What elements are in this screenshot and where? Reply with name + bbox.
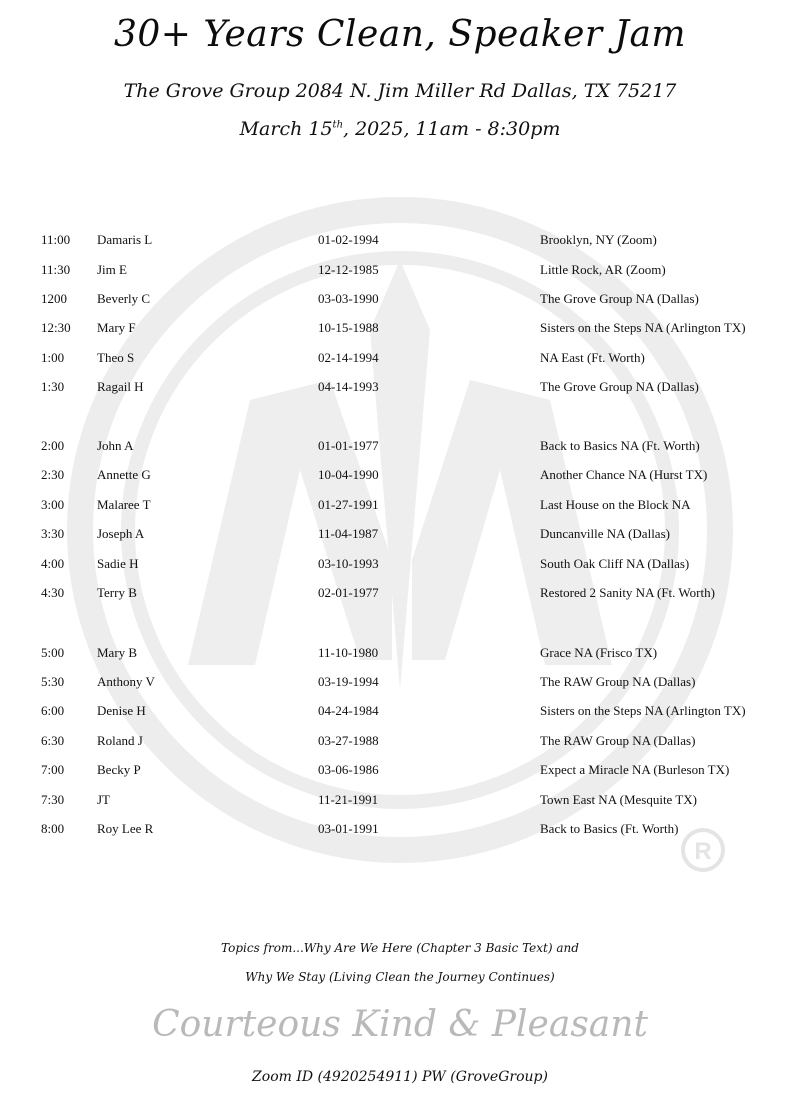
schedule-row bbox=[0, 789, 800, 811]
speaker-name: Theo S bbox=[97, 350, 135, 365]
speaker-name: Terry B bbox=[97, 585, 137, 600]
home-group: NA East (Ft. Worth) bbox=[540, 350, 645, 365]
speaker-time: 3:30 bbox=[41, 526, 65, 541]
speaker-time: 8:00 bbox=[41, 821, 65, 836]
speaker-time: 5:00 bbox=[41, 645, 65, 660]
speaker-time: 11:30 bbox=[41, 262, 71, 277]
speaker-name: Becky P bbox=[97, 762, 141, 777]
speaker-time: 4:00 bbox=[41, 556, 65, 571]
event-date-prefix: March 15 bbox=[239, 118, 333, 140]
schedule-row bbox=[0, 464, 800, 486]
speaker-name: Denise H bbox=[97, 703, 146, 718]
home-group: Last House on the Block NA bbox=[540, 497, 691, 512]
speaker-name: Mary F bbox=[97, 320, 136, 335]
clean-date: 11-04-1987 bbox=[318, 526, 379, 541]
speaker-name: Roy Lee R bbox=[97, 821, 154, 836]
schedule-row bbox=[0, 523, 800, 545]
clean-date: 01-01-1977 bbox=[318, 438, 379, 453]
clean-date: 12-12-1985 bbox=[318, 262, 379, 277]
home-group: Grace NA (Frisco TX) bbox=[540, 645, 658, 660]
speaker-name: Ragail H bbox=[97, 379, 144, 394]
zoom-info: Zoom ID (4920254911) PW (GroveGroup) bbox=[252, 1069, 548, 1085]
clean-date: 03-10-1993 bbox=[318, 556, 379, 571]
speaker-time: 12:30 bbox=[41, 320, 71, 335]
schedule-row bbox=[0, 730, 800, 752]
schedule-row bbox=[0, 818, 800, 840]
speaker-time: 1:30 bbox=[41, 379, 65, 394]
event-date-suffix: , 2025, 11am - 8:30pm bbox=[343, 118, 561, 140]
clean-date: 03-01-1991 bbox=[318, 821, 379, 836]
home-group: The RAW Group NA (Dallas) bbox=[540, 674, 696, 689]
speaker-time: 7:30 bbox=[41, 792, 65, 807]
speaker-name: Roland J bbox=[97, 733, 143, 748]
schedule-row bbox=[0, 582, 800, 604]
speaker-name: Damaris L bbox=[97, 232, 153, 247]
schedule-row bbox=[0, 494, 800, 516]
home-group: Sisters on the Steps NA (Arlington TX) bbox=[540, 703, 746, 718]
schedule-row bbox=[0, 347, 800, 369]
speaker-time: 4:30 bbox=[41, 585, 65, 600]
schedule-row bbox=[0, 700, 800, 722]
clean-date: 11-10-1980 bbox=[318, 645, 379, 660]
speaker-time: 3:00 bbox=[41, 497, 65, 512]
home-group: Restored 2 Sanity NA (Ft. Worth) bbox=[540, 585, 715, 600]
venue-address: The Grove Group 2084 N. Jim Miller Rd Dallas, TX 75217 bbox=[123, 80, 677, 102]
clean-date: 02-14-1994 bbox=[318, 350, 379, 365]
speaker-name: Sadie H bbox=[97, 556, 139, 571]
schedule-row bbox=[0, 259, 800, 281]
speaker-time: 6:00 bbox=[41, 703, 65, 718]
schedule-row bbox=[0, 642, 800, 664]
schedule-row bbox=[0, 229, 800, 251]
schedule-row bbox=[0, 435, 800, 457]
speaker-time: 2:30 bbox=[41, 467, 65, 482]
speaker-name: Annette G bbox=[97, 467, 151, 482]
speaker-time: 1200 bbox=[41, 291, 67, 306]
clean-date: 11-21-1991 bbox=[318, 792, 379, 807]
page-title: 30+ Years Clean, Speaker Jam bbox=[113, 14, 687, 55]
speaker-name: Malaree T bbox=[97, 497, 151, 512]
home-group: Back to Basics (Ft. Worth) bbox=[540, 821, 679, 836]
motto: Courteous Kind & Pleasant bbox=[152, 1004, 648, 1045]
clean-date: 10-04-1990 bbox=[318, 467, 379, 482]
home-group: Brooklyn, NY (Zoom) bbox=[540, 232, 657, 247]
speaker-time: 11:00 bbox=[41, 232, 71, 247]
speaker-time: 5:30 bbox=[41, 674, 65, 689]
schedule-row bbox=[0, 671, 800, 693]
speaker-time: 2:00 bbox=[41, 438, 65, 453]
home-group: The Grove Group NA (Dallas) bbox=[540, 291, 699, 306]
home-group: Duncanville NA (Dallas) bbox=[540, 526, 670, 541]
schedule-row bbox=[0, 317, 800, 339]
home-group: Little Rock, AR (Zoom) bbox=[540, 262, 666, 277]
topics-line-1: Topics from...Why Are We Here (Chapter 3 Basic Text) and bbox=[221, 941, 579, 955]
clean-date: 03-19-1994 bbox=[318, 674, 379, 689]
speaker-name: John A bbox=[97, 438, 134, 453]
speaker-name: Beverly C bbox=[97, 291, 151, 306]
home-group: The Grove Group NA (Dallas) bbox=[540, 379, 699, 394]
clean-date: 04-14-1993 bbox=[318, 379, 379, 394]
event-date bbox=[0, 118, 800, 140]
schedule-row bbox=[0, 553, 800, 575]
speaker-name: Mary B bbox=[97, 645, 138, 660]
svg-text:R: R bbox=[694, 838, 712, 865]
clean-date: 04-24-1984 bbox=[318, 703, 379, 718]
clean-date: 01-02-1994 bbox=[318, 232, 379, 247]
home-group: Back to Basics NA (Ft. Worth) bbox=[540, 438, 700, 453]
speaker-time: 1:00 bbox=[41, 350, 65, 365]
home-group: South Oak Cliff NA (Dallas) bbox=[540, 556, 690, 571]
speaker-name: Jim E bbox=[97, 262, 127, 277]
speaker-time: 6:30 bbox=[41, 733, 65, 748]
home-group: Another Chance NA (Hurst TX) bbox=[540, 467, 708, 482]
schedule-row bbox=[0, 376, 800, 398]
home-group: Expect a Miracle NA (Burleson TX) bbox=[540, 762, 730, 777]
speaker-name: Anthony V bbox=[97, 674, 155, 689]
home-group: The RAW Group NA (Dallas) bbox=[540, 733, 696, 748]
clean-date: 10-15-1988 bbox=[318, 320, 379, 335]
schedule-row bbox=[0, 759, 800, 781]
clean-date: 01-27-1991 bbox=[318, 497, 379, 512]
home-group: Town East NA (Mesquite TX) bbox=[540, 792, 697, 807]
clean-date: 03-27-1988 bbox=[318, 733, 379, 748]
clean-date: 02-01-1977 bbox=[318, 585, 379, 600]
topics-line-2: Why We Stay (Living Clean the Journey Continues) bbox=[245, 970, 555, 984]
home-group: Sisters on the Steps NA (Arlington TX) bbox=[540, 320, 746, 335]
speaker-name: JT bbox=[97, 792, 110, 807]
speaker-time: 7:00 bbox=[41, 762, 65, 777]
event-date-ordinal: th bbox=[332, 119, 344, 131]
clean-date: 03-06-1986 bbox=[318, 762, 379, 777]
speaker-name: Joseph A bbox=[97, 526, 145, 541]
schedule-row bbox=[0, 288, 800, 310]
clean-date: 03-03-1990 bbox=[318, 291, 379, 306]
